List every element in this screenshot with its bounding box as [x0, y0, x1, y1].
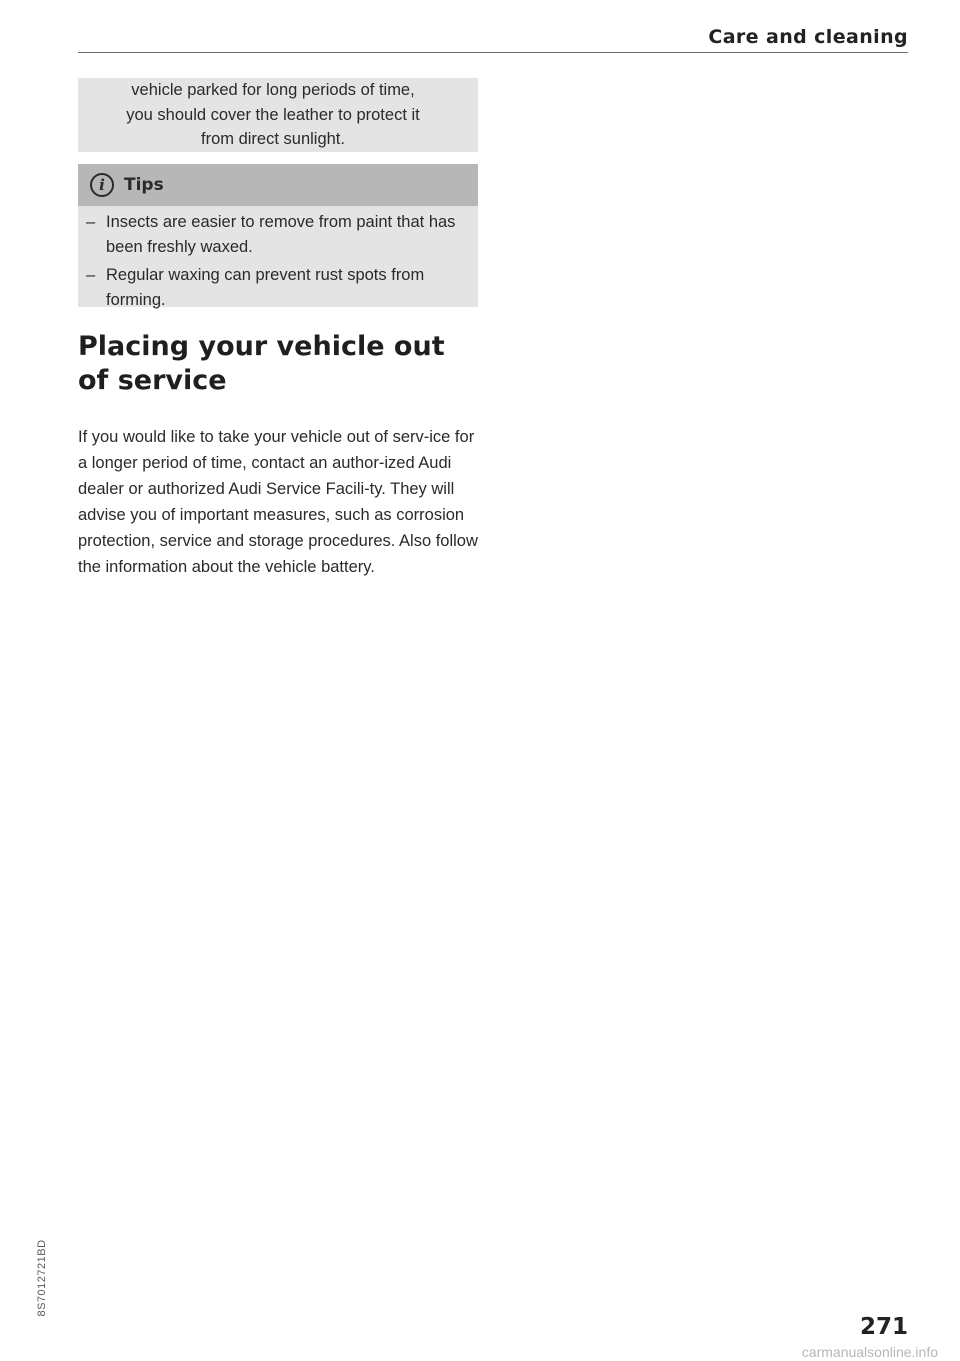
document-code-text: 8S7012721BD: [36, 1239, 48, 1317]
info-icon: i: [90, 173, 114, 197]
note-box: [78, 78, 478, 152]
note-line: from direct sunlight.: [201, 130, 345, 148]
tips-item: – Insects are easier to remove from paint that has been freshly waxed.: [86, 210, 466, 259]
page-number: 271: [859, 1314, 908, 1340]
tips-header: [78, 164, 478, 206]
tips-item: – Regular waxing can prevent rust spots from forming.: [86, 263, 466, 312]
note-line: you should cover the leather to protect it: [126, 105, 420, 124]
section-heading: Placing your vehicle out of service: [78, 331, 445, 396]
note-line: vehicle parked for long periods of time,: [131, 81, 415, 99]
document-code: [36, 1238, 48, 1318]
watermark-url[interactable]: carmanualsonline.info: [801, 1344, 938, 1360]
section-title: Care and cleaning: [708, 26, 908, 48]
header-rule: [78, 52, 908, 53]
tips-label: Tips: [124, 175, 164, 195]
tips-box: [78, 164, 478, 307]
tips-list: [78, 206, 478, 312]
section-body: If you would like to take your vehicle out of serv-ice for a longer period of time, contact an author-ized Audi dealer or authorized Audi Service Facili-ty. They will advise you of important measures, such as corrosion protection, service and storage procedures. Also follow the information about the vehicle battery.: [78, 428, 478, 576]
